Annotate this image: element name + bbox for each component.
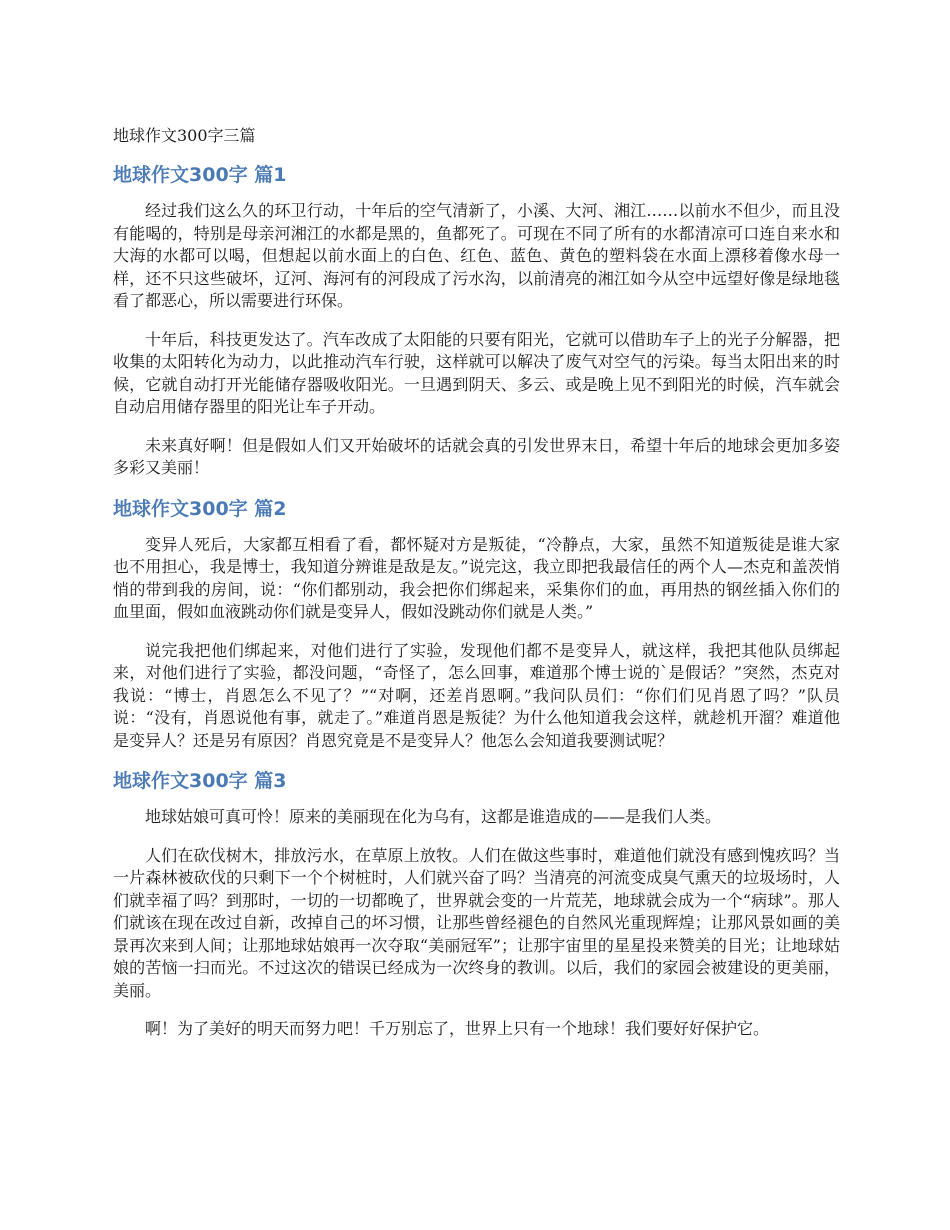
section-heading: 地球作文300字 篇3	[113, 770, 287, 792]
paragraph: 啊！为了美好的明天而努力吧！千万别忘了，世界上只有一个地球！我们要好好保护它。	[145, 1019, 770, 1038]
paragraph: 经过我们这么久的环卫行动，十年后的空气清新了，小溪、大河、湘江……以前水不但少，而且没有能喝的，特别是母亲河湘江的水都是黑的，鱼都死了。可现在不同了所有的水都清凉可口连自来水和大海的水都可以喝，但想起以前水面上的白色、红色、蓝色、黄色的塑料袋在水面上漂移着像水母一样，还不只这些破坏，辽河、海河有的河段成了污水沟，以前清亮的湘江如今从空中远望好像是绿地毯看了都恶心，所以需要进行环保。	[113, 201, 840, 310]
document-page	[113, 124, 840, 1057]
essay-section-3	[113, 768, 840, 1041]
paragraph: 说完我把他们绑起来，对他们进行了实验，发现他们都不是变异人，就这样，我把其他队员绑起来，对他们进行了实验，都没问题，“奇怪了，怎么回事，难道那个博士说的`是假话？”突然，杰克对我说：“博士，肖恩怎么不见了？”“对啊，还差肖恩啊。”我问队员们：“你们们见肖恩了吗？”队员说：“没有，肖恩说他有事，就走了。”难道肖恩是叛徒？为什么他知道我会这样，就趁机开溜？难道他是变异人？还是另有原因？肖恩究竟是不是变异人？他怎么会知道我要测试呢？	[113, 640, 840, 750]
essay-section-2	[113, 496, 840, 753]
paragraph: 人们在砍伐树木，排放污水，在草原上放牧。人们在做这些事时，难道他们就没有感到愧疚吗？当一片森林被砍伐的只剩下一个个树桩时，人们就兴奋了吗？当清亮的河流变成臭气熏天的垃圾场时，人们就幸福了吗？到那时，一切的一切都晚了，世界就会变的一片荒芜，地球就会成为一个“病球”。那人们就该在现在改过自新，改掉自己的坏习惯，让那些曾经褪色的自然风光重现辉煌；让那风景如画的美景再次来到人间；让那地球姑娘再一次夺取“美丽冠军”；让那宇宙里的星星投来赞美的目光；让地球姑娘的苦恼一扫而光。不过这次的错误已经成为一次终身的教训。以后，我们的家园会被建设的更美丽，美丽。	[113, 845, 840, 1000]
section-heading: 地球作文300字 篇1	[113, 164, 287, 186]
essay-section-1	[113, 162, 840, 480]
paragraph: 未来真好啊！但是假如人们又开始破坏的话就会真的引发世界末日，希望十年后的地球会更加多姿多彩又美丽！	[113, 435, 840, 477]
document-title: 地球作文300字三篇	[113, 126, 256, 145]
section-heading: 地球作文300字 篇2	[113, 497, 287, 520]
paragraph: 十年后，科技更发达了。汽车改成了太阳能的只要有阳光，它就可以借助车子上的光子分解器，把收集的太阳转化为动力，以此推动汽车行驶，这样就可以解决了废气对空气的污染。每当太阳出来的时候，它就自动打开光能储存器吸收阳光。一旦遇到阴天、多云、或是晚上见不到阳光的时候，汽车就会自动启用储存器里的阳光让车子开动。	[113, 329, 840, 416]
paragraph: 地球姑娘可真可怜！原来的美丽现在化为乌有，这都是谁造成的——是我们人类。	[145, 807, 722, 826]
paragraph: 变异人死后，大家都互相看了看，都怀疑对方是叛徒，“冷静点，大家，虽然不知道叛徒是谁大家也不用担心，我是博士，我知道分辨谁是敌是友。”说完这，我立即把我最信任的两个人—杰克和盖茨悄悄的带到我的房间，说：“你们都别动，我会把你们绑起来，采集你们的血，再用热的钢丝插入你们的血里面，假如血液跳动你们就是变异人，假如没跳动你们就是人类。”	[113, 534, 840, 621]
